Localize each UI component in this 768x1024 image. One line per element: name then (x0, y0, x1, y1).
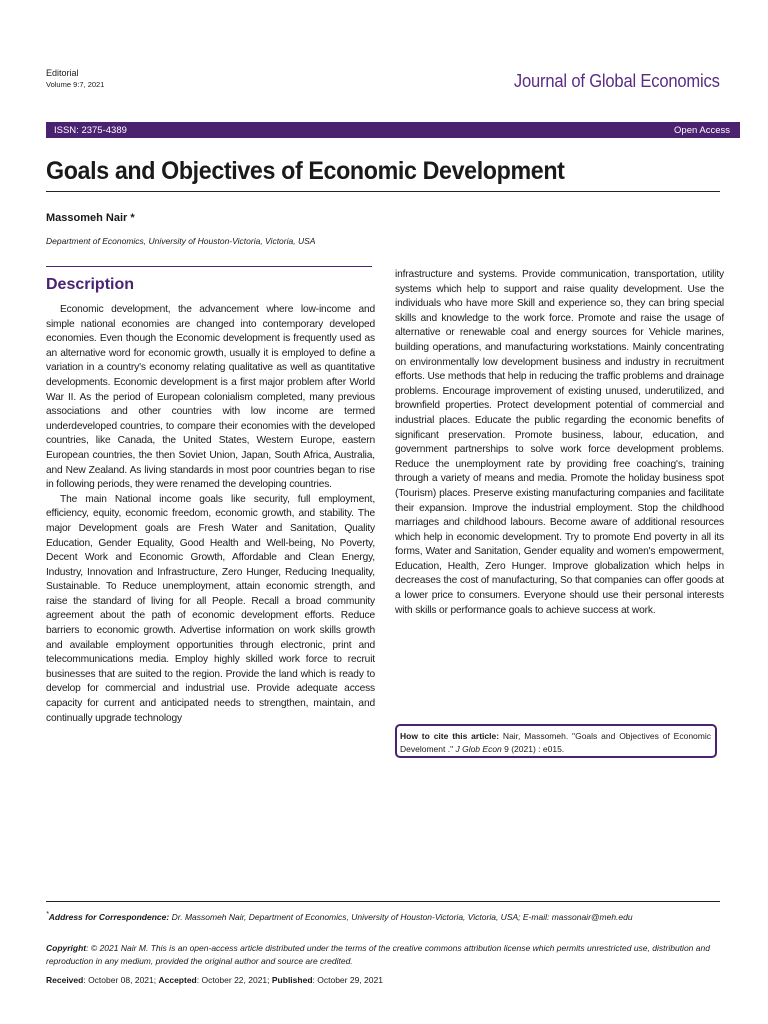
copyright-label: Copyright (46, 943, 87, 953)
author-name: Massomeh Nair * (46, 212, 135, 224)
paragraph-3: infrastructure and systems. Provide communication, transportation, utility systems which help to support and raise quality development. Use the individuals who have more Skill and experience so, they can bring special skills and knowledge to the work force. Promote and raise the usage of alternative or renewable coal and energy sources for Vehicle marines, building operations, and manufacturing workstations. Mainly concentrating on environmentally low development business and industry in recruitment efforts. Use methods that help in reducing the traffic problems and drainage problems. Encourage improvement of existing unused, underutilized, and brownfield properties. Protect development potential of commercial and industrial places. Educate the public regarding the economic benefits of significant preservation. Promote business, labour, education, and government partnerships to solve work force development problems. Reduce the unemployment rate by providing free coaching's, training through a variety of means and media. Promote the holiday business spot (Tourism) places. Preserve existing manufacturing companies and facilitate their expansion. Improve the industrial employment. Stop the childhood marriages and childhood labours. Become aware of additional resources which help in economic development. Try to promote End poverty in all its forms, Water and Sanitation, Gender equality and women's empowerment, Education, Health, Zero Hunger. Improve globalization which helps in decreases the cost of manufacturing, So that companies can offer goods at a lower price to consumers. Everyone should use their personal interests with skills or performance goals to achieve success at work. (395, 269, 724, 616)
correspondence-text: Dr. Massomeh Nair, Department of Economics, University of Houston-Victoria, Victoria, USA; E-mail: massonair@meh.edu (169, 911, 633, 922)
article-title: Goals and Objectives of Economic Development (46, 157, 565, 185)
section-heading: Description (46, 276, 135, 293)
published-label: Published (271, 975, 313, 985)
section-divider (46, 266, 372, 267)
citation-text: Nair, Massomeh. "Goals and Objectives of Economic Develoment ." (400, 731, 712, 754)
accepted-label: Accepted (158, 975, 197, 985)
published-date: : October 29, 2021 (312, 975, 383, 985)
citation-label: How to cite this article: (400, 731, 500, 741)
citation-box (395, 724, 717, 758)
citation-journal: J Glob Econ (455, 744, 502, 754)
paragraph-2: The main National income goals like security, full employment, efficiency, equity, economic freedom, economic growth, and stability. The major Development goals are Fresh Water and Sanitation, Quality Education, Gender Equality, Good Health and Well-being, No Poverty, Decent Work and Economic Growth, Affordable and Clean Energy, Industry, Innovation and Infrastructure, Zero Hunger, Reducing Inequality, Sustainable. To Reduce unemployment, attain economic strength, and raise the standard of living for all People. Recall a broad community agreement about the path of economic development efforts. Reduce barriers to economic growth. Advertise information on work skills growth and available employment opportunities through electronic, print and telecommunications media. Employ highly skilled work force to recruit businesses that are suited to the region. Provide the land which is ready to develop for commercial and industrial use. Provide adequate access capacity for current and anticipated needs to strengthen, maintain, and continually upgrade technology (46, 493, 375, 724)
journal-name: Journal of Global Economics (514, 71, 720, 91)
issn-bar (46, 122, 740, 138)
author-affiliation: Department of Economics, University of Houston-Victoria, Victoria, USA (46, 236, 316, 246)
left-column (46, 303, 375, 726)
title-divider (46, 191, 720, 192)
received-label: Received (46, 975, 84, 985)
article-dates (46, 975, 383, 985)
received-date: : October 08, 2021; (83, 975, 159, 985)
open-access-label[interactable]: Open Access (674, 124, 730, 136)
issn-label: ISSN: 2375-4389 (54, 124, 127, 136)
accepted-date: : October 22, 2021; (196, 975, 272, 985)
footer-divider (46, 901, 720, 902)
citation-volume: 9 (2021) : e015. (501, 744, 565, 754)
paragraph-1: Economic development, the advancement where low-income and simple national economies are changed into contemporary developed economies. Even though the Economic development is frequently used as an alternative word for economic growth, usually it is employed to define a variation in a country's economy relating qualitative as well as quantitative developments. Economic development is a first major problem after World War II. As the period of European colonialism completed, many previous associations and other countries with low income are termed underdeveloped countries, to compare their economies with the developed countries, like Canada, the United States, Western Europe, eastern European countries, the then Soviet Union, Japan, South Africa, Australia, and New Zealand. As living standards in most poor countries began to rise in following periods, they were renamed the developing countries. (46, 304, 375, 491)
right-column (395, 268, 724, 618)
correspondence-label: Address for Correspondence: (48, 911, 170, 922)
correspondence-star: * (46, 910, 49, 918)
copyright-text: : © 2021 Nair M. This is an open-access article distributed under the terms of the creative commons attribution license which permits unrestricted use, distribution and reproduction in any medium, provided the original author and source are credited. (46, 943, 710, 966)
volume-label: Volume 9:7, 2021 (46, 80, 105, 89)
editorial-label: Editorial (46, 68, 79, 78)
correspondence-note (46, 908, 710, 923)
copyright-note (46, 942, 710, 967)
editorial-header (46, 68, 104, 90)
